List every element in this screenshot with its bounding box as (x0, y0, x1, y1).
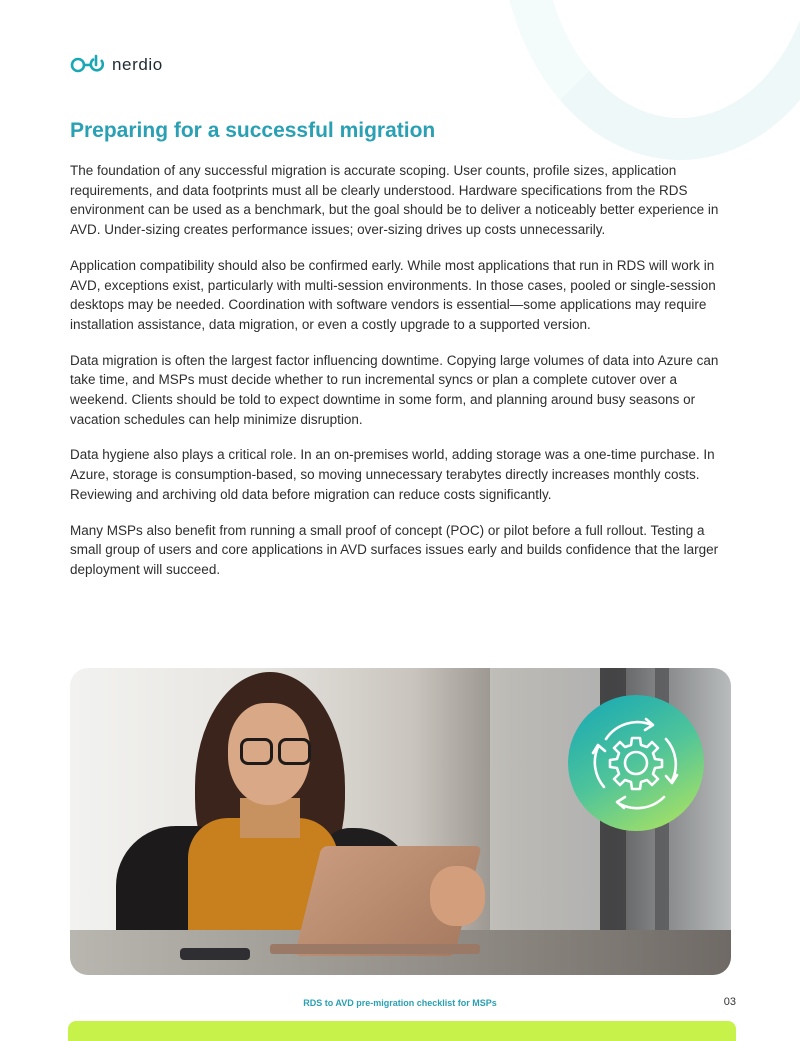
paragraph-data-hygiene: Data hygiene also plays a critical role. In an on-premises world, adding storage was a one-time purchase. In Azure, storage is consumption-based, so moving unnecessary terabytes directly increases monthly costs. Reviewing and archiving old data before migration can reduce costs significantly. (70, 447, 715, 502)
photo-hand (430, 866, 485, 926)
photo-phone (180, 948, 250, 960)
decorative-arc (500, 0, 800, 160)
footer-accent-bar (68, 1021, 736, 1041)
body-text (70, 161, 735, 596)
gear-cycle-icon (568, 695, 704, 831)
paragraph-data-migration: Data migration is often the largest factor influencing downtime. Copying large volumes of data into Azure can take time, and MSPs must decide whether to run incremental syncs or plan a complete cutover over a weekend. Clients should be told to expect downtime in some form, and planning around busy seasons or vacation schedules can help minimize disruption. (70, 352, 719, 427)
section-heading: Preparing for a successful migration (70, 119, 436, 142)
nerdio-logo (70, 54, 163, 74)
gear-cycle-badge (568, 695, 704, 831)
nerdio-logo-icon (70, 54, 104, 74)
woman-laptop-photo (70, 668, 731, 975)
paragraph-app-compatibility: Application compatibility should also be confirmed early. While most applications that run in RDS will work in AVD, exceptions exist, particularly with multi-session environments. In those cases, pooled or single-session desktops may be needed. Coordination with software vendors is essential—some applications may require installation assistance, data migration, or even a costly upgrade to a supported version. (70, 257, 716, 332)
footer-title: RDS to AVD pre-migration checklist for MSPs (303, 998, 497, 1008)
paragraph-scoping: The foundation of any successful migration is accurate scoping. User counts, profile sizes, application requirements, and data footprints must all be clearly understood. Hardware specifications from the RDS environment can be used as a benchmark, but the goal should be to deliver a noticeably better experience in AVD. Under-sizing creates performance issues; over-sizing drives up costs unnecessarily. (70, 163, 719, 238)
page-number: 03 (723, 996, 736, 1008)
paragraph-poc: Many MSPs also benefit from running a small proof of concept (POC) or pilot before a full rollout. Testing a small group of users and core applications in AVD surfaces issues early and builds confidence that the larger deployment will succeed. (70, 522, 719, 577)
photo-glasses-right (278, 738, 311, 765)
photo-glasses-left (240, 738, 273, 765)
logo-wordmark: nerdio (112, 54, 163, 74)
photo-laptop-base (270, 944, 480, 954)
